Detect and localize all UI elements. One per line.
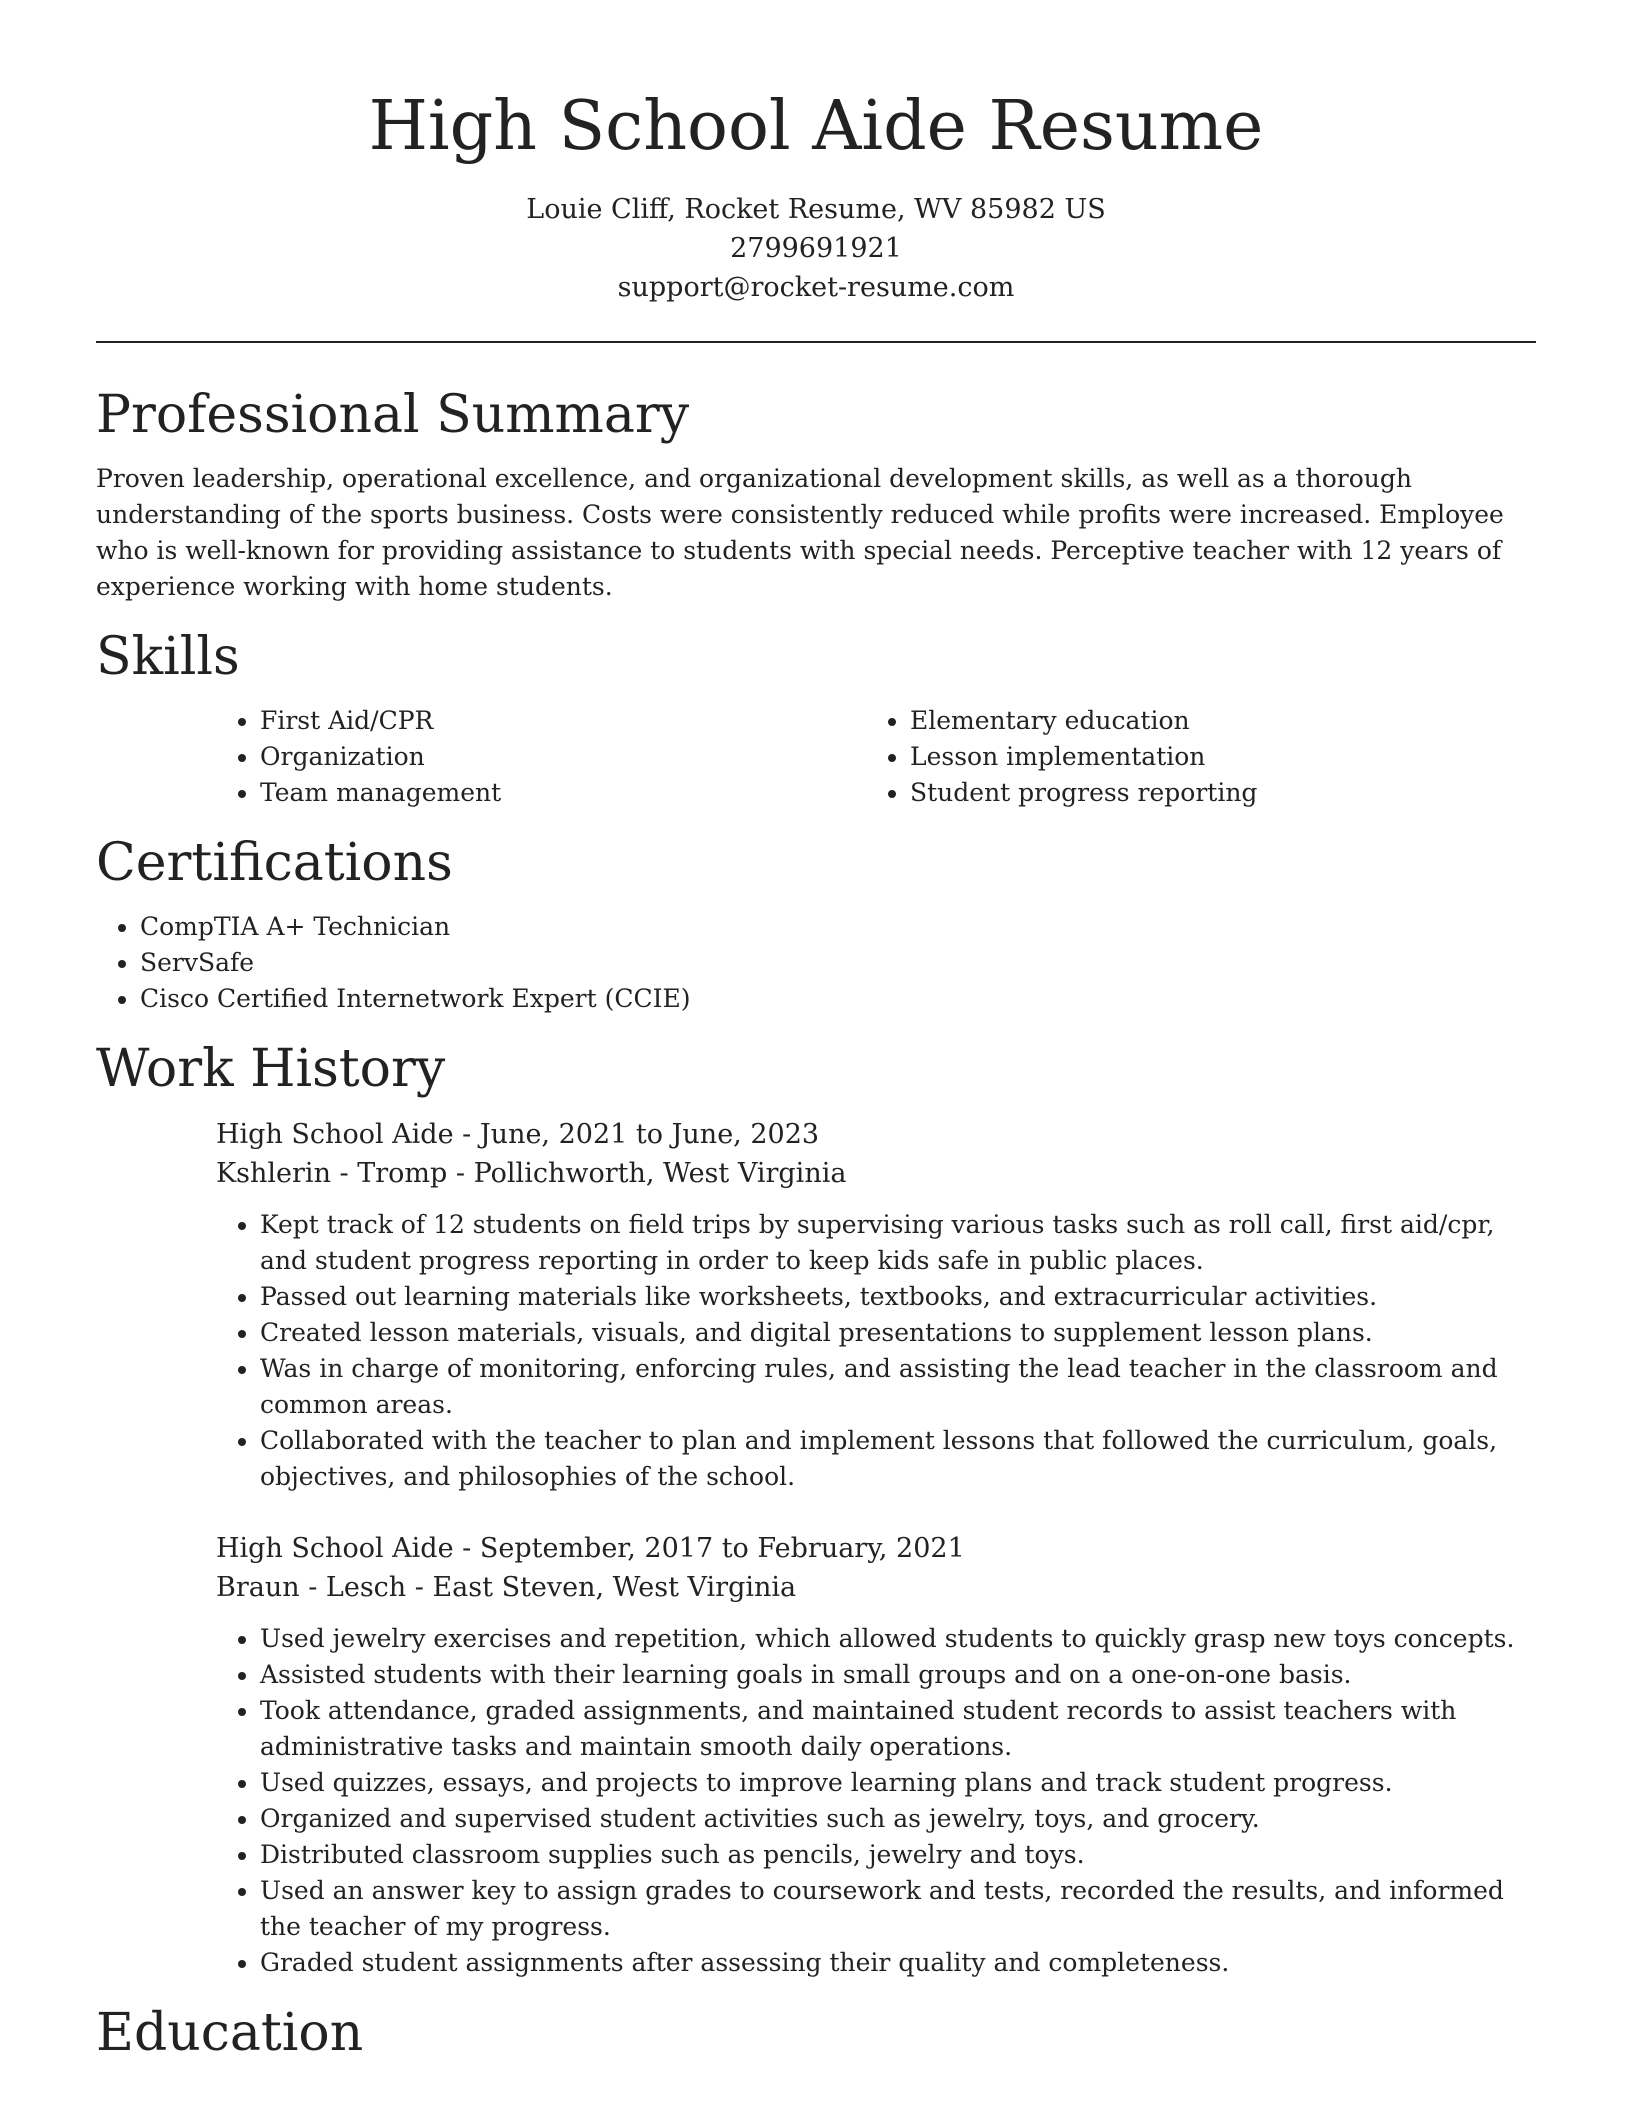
job-duty-item: • Assisted students with their learning goals in small groups and on a one-on-one basis. bbox=[260, 1657, 1536, 1693]
contact-block bbox=[96, 190, 1536, 307]
job-duty-item: • Organized and supervised student activities such as jewelry, toys, and grocery. bbox=[260, 1801, 1536, 1837]
job-duty-item: • Used an answer key to assign grades to coursework and tests, recorded the results, and informed the teacher of my progress. bbox=[260, 1873, 1536, 1945]
job-duty-item: • Kept track of 12 students on field trips by supervising various tasks such as roll call, first aid/cpr, and student progress reporting in order to keep kids safe in public places. bbox=[260, 1207, 1536, 1279]
job-duty-item: • Used jewelry exercises and repetition, which allowed students to quickly grasp new toys concepts. bbox=[260, 1621, 1536, 1657]
skill-item: • Organization bbox=[260, 739, 866, 775]
skills-grid bbox=[216, 703, 1536, 811]
skills-heading: Skills bbox=[96, 627, 240, 687]
summary-section bbox=[96, 383, 1536, 605]
education-section bbox=[96, 2001, 1536, 2065]
job-duty-item: • Graded student assignments after assessing their quality and completeness. bbox=[260, 1945, 1536, 1981]
work-history-section bbox=[96, 1037, 1536, 1981]
job-duty-item: • Collaborated with the teacher to plan and implement lessons that followed the curriculum, goals, objectives, and philosophies of the school. bbox=[260, 1423, 1536, 1495]
job-duty-item: • Took attendance, graded assignments, and maintained student records to assist teachers with administrative tasks and maintain smooth daily operations. bbox=[260, 1693, 1536, 1765]
certifications-heading: Certifications bbox=[96, 833, 453, 893]
job-duty-item: • Passed out learning materials like worksheets, textbooks, and extracurricular activities. bbox=[260, 1279, 1536, 1315]
skill-item: • Team management bbox=[260, 775, 866, 811]
skill-item: • First Aid/CPR bbox=[260, 703, 866, 739]
certification-item: • ServSafe bbox=[140, 945, 1536, 981]
skill-item: • Lesson implementation bbox=[910, 739, 1516, 775]
skills-list-left bbox=[216, 703, 866, 811]
contact-email: support@rocket-resume.com bbox=[617, 272, 1015, 303]
job-duty-item: • Used quizzes, essays, and projects to improve learning plans and track student progress. bbox=[260, 1765, 1536, 1801]
job-company-line: Kshlerin - Tromp - Pollichworth, West Virginia bbox=[216, 1158, 847, 1189]
job-company-line: Braun - Lesch - East Steven, West Virginia bbox=[216, 1572, 797, 1603]
job-duty-item: • Distributed classroom supplies such as pencils, jewelry and toys. bbox=[260, 1837, 1536, 1873]
summary-heading: Professional Summary bbox=[96, 385, 690, 445]
header-divider bbox=[96, 341, 1536, 343]
certifications-list bbox=[96, 909, 1536, 1017]
job-title-line: High School Aide - June, 2021 to June, 2023 bbox=[216, 1119, 820, 1150]
job-duties-list bbox=[216, 1621, 1536, 1981]
job-duty-item: • Was in charge of monitoring, enforcing rules, and assisting the lead teacher in the classroom and common areas. bbox=[260, 1351, 1536, 1423]
contact-address: Louie Cliff, Rocket Resume, WV 85982 US bbox=[526, 194, 1106, 225]
resume-title: High School Aide Resume bbox=[368, 87, 1264, 166]
job-duties-list bbox=[216, 1207, 1536, 1495]
resume-page bbox=[96, 0, 1536, 2065]
job-entry bbox=[216, 1115, 1536, 1495]
certifications-section bbox=[96, 831, 1536, 1017]
skill-item: • Elementary education bbox=[910, 703, 1516, 739]
job-title-line: High School Aide - September, 2017 to February, 2021 bbox=[216, 1533, 965, 1564]
resume-header bbox=[96, 0, 1536, 307]
certification-item: • CompTIA A+ Technician bbox=[140, 909, 1536, 945]
education-heading: Education bbox=[96, 2003, 364, 2063]
skills-list-right bbox=[866, 703, 1516, 811]
certification-item: • Cisco Certified Internetwork Expert (CCIE) bbox=[140, 981, 1536, 1017]
contact-phone: 2799691921 bbox=[730, 233, 902, 264]
work-history-heading: Work History bbox=[96, 1039, 446, 1099]
skills-column-left bbox=[216, 703, 866, 811]
skills-section bbox=[96, 625, 1536, 811]
job-duty-item: • Created lesson materials, visuals, and digital presentations to supplement lesson plans. bbox=[260, 1315, 1536, 1351]
skills-column-right bbox=[866, 703, 1516, 811]
skill-item: • Student progress reporting bbox=[910, 775, 1516, 811]
job-entry bbox=[216, 1529, 1536, 1981]
summary-text: Proven leadership, operational excellence, and organizational development skills, as well as a thorough understanding of the sports business. Costs were consistently reduced while profits were increased. Employee who is well-known for providing assistance to students with special needs. Perceptive teacher with 12 years of experience working with home students. bbox=[96, 464, 1504, 601]
